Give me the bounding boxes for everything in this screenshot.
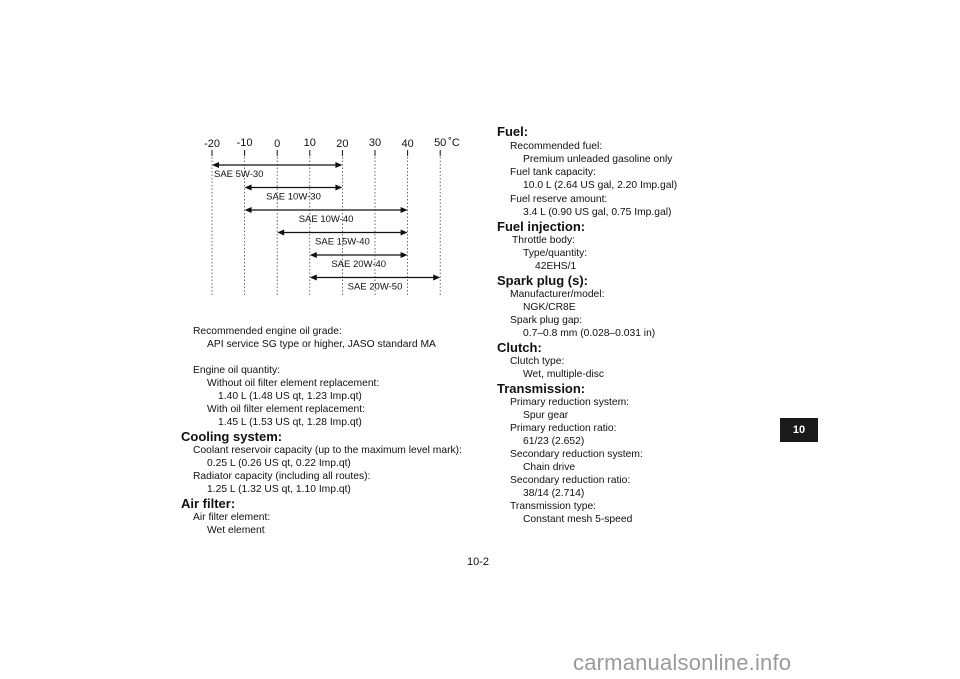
left-arrow-icon (277, 230, 284, 236)
clutch-heading: Clutch: (497, 340, 542, 355)
temp-tick-label: -10 (236, 137, 253, 149)
transmission-type-label: Transmission type: (510, 501, 597, 512)
grade-label: SAE 5W-30 (214, 169, 264, 180)
air-filter-heading: Air filter: (181, 496, 236, 511)
right-arrow-icon (401, 252, 408, 258)
secondary-ratio-value: 38/14 (2.714) (523, 488, 585, 499)
grade-label: SAE 20W-40 (331, 259, 387, 270)
secondary-ratio-label: Secondary reduction ratio: (510, 475, 631, 486)
plug-gap-value: 0.7–0.8 mm (0.028–0.031 in) (523, 328, 656, 339)
temp-tick-label: 30 (368, 137, 382, 149)
right-arrow-icon (335, 185, 342, 191)
plug-gap-label: Spark plug gap: (510, 315, 583, 326)
right-arrow-icon (433, 275, 440, 281)
oil-viscosity-svg (190, 132, 460, 302)
right-arrow-icon (335, 162, 342, 168)
temp-tick-label: 0 (274, 138, 281, 150)
fuel-heading: Fuel: (497, 124, 529, 139)
temp-tick-label: 50 (434, 137, 447, 149)
oil-grade-label: Recommended engine oil grade: (193, 326, 342, 337)
primary-ratio-value: 61/23 (2.652) (523, 436, 585, 447)
grade-label: SAE 10W-40 (298, 214, 354, 225)
temp-tick-label: 20 (336, 138, 349, 150)
transmission-heading: Transmission: (497, 381, 586, 396)
temp-tick-label: 40 (401, 138, 414, 150)
left-arrow-icon (310, 275, 317, 281)
rec-fuel-value: Premium unleaded gasoline only (523, 154, 673, 165)
cooling-heading: Cooling system: (181, 429, 283, 444)
left-arrow-icon (245, 207, 252, 213)
with-filter-value: 1.45 L (1.53 US qt, 1.28 Imp.qt) (218, 417, 362, 428)
air-filter-label: Air filter element: (193, 512, 271, 523)
with-filter-label: With oil filter element replacement: (207, 404, 365, 415)
left-arrow-icon (212, 162, 219, 168)
right-arrow-icon (401, 207, 408, 213)
temp-unit-label: ˚C (448, 137, 460, 149)
throttle-body-label: Throttle body: (512, 235, 575, 246)
grade-label: SAE 15W-40 (315, 236, 370, 248)
manufacturer-label: Manufacturer/model: (510, 289, 605, 300)
right-arrow-icon (401, 230, 408, 236)
fuel-injection-heading: Fuel injection: (497, 219, 586, 234)
air-filter-value: Wet element (207, 525, 265, 536)
oil-viscosity-chart (190, 132, 460, 302)
left-arrow-icon (310, 252, 317, 258)
watermark: carmanualsonline.info (573, 650, 792, 675)
tank-label: Fuel tank capacity: (510, 167, 596, 178)
without-filter-value: 1.40 L (1.48 US qt, 1.23 Imp.qt) (218, 391, 362, 402)
clutch-type-value: Wet, multiple-disc (523, 369, 605, 380)
tank-value: 10.0 L (2.64 US gal, 2.20 Imp.gal) (523, 180, 678, 191)
primary-system-value: Spur gear (523, 410, 569, 421)
rec-fuel-label: Recommended fuel: (510, 141, 603, 152)
primary-system-label: Primary reduction system: (510, 397, 630, 408)
grade-label: SAE 10W-30 (266, 191, 321, 203)
temp-tick-label: 10 (303, 137, 316, 149)
clutch-type-label: Clutch type: (510, 356, 565, 367)
radiator-value: 1.25 L (1.32 US qt, 1.10 Imp.qt) (207, 484, 351, 495)
type-quantity-value: 42EHS/1 (535, 261, 577, 272)
secondary-system-value: Chain drive (523, 462, 576, 473)
chapter-tab: 10 (780, 418, 818, 442)
page-number: 10-2 (467, 556, 490, 568)
coolant-value: 0.25 L (0.26 US qt, 0.22 Imp.qt) (207, 458, 351, 469)
oil-grade-value: API service SG type or higher, JASO standard MA (207, 339, 436, 350)
spark-plug-heading: Spark plug (s): (497, 273, 589, 288)
left-arrow-icon (245, 185, 252, 191)
transmission-type-value: Constant mesh 5-speed (523, 514, 633, 525)
temp-tick-label: -20 (204, 138, 220, 150)
type-quantity-label: Type/quantity: (523, 248, 588, 259)
primary-ratio-label: Primary reduction ratio: (510, 423, 617, 434)
reserve-label: Fuel reserve amount: (510, 194, 608, 205)
without-filter-label: Without oil filter element replacement: (207, 378, 380, 389)
grade-label: SAE 20W-50 (347, 281, 403, 293)
oil-qty-label: Engine oil quantity: (193, 365, 281, 376)
radiator-label: Radiator capacity (including all routes): (193, 471, 371, 482)
manufacturer-value: NGK/CR8E (523, 302, 576, 313)
reserve-value: 3.4 L (0.90 US gal, 0.75 Imp.gal) (523, 207, 672, 218)
coolant-label: Coolant reservoir capacity (up to the maximum level mark): (193, 445, 462, 456)
secondary-system-label: Secondary reduction system: (510, 449, 643, 460)
